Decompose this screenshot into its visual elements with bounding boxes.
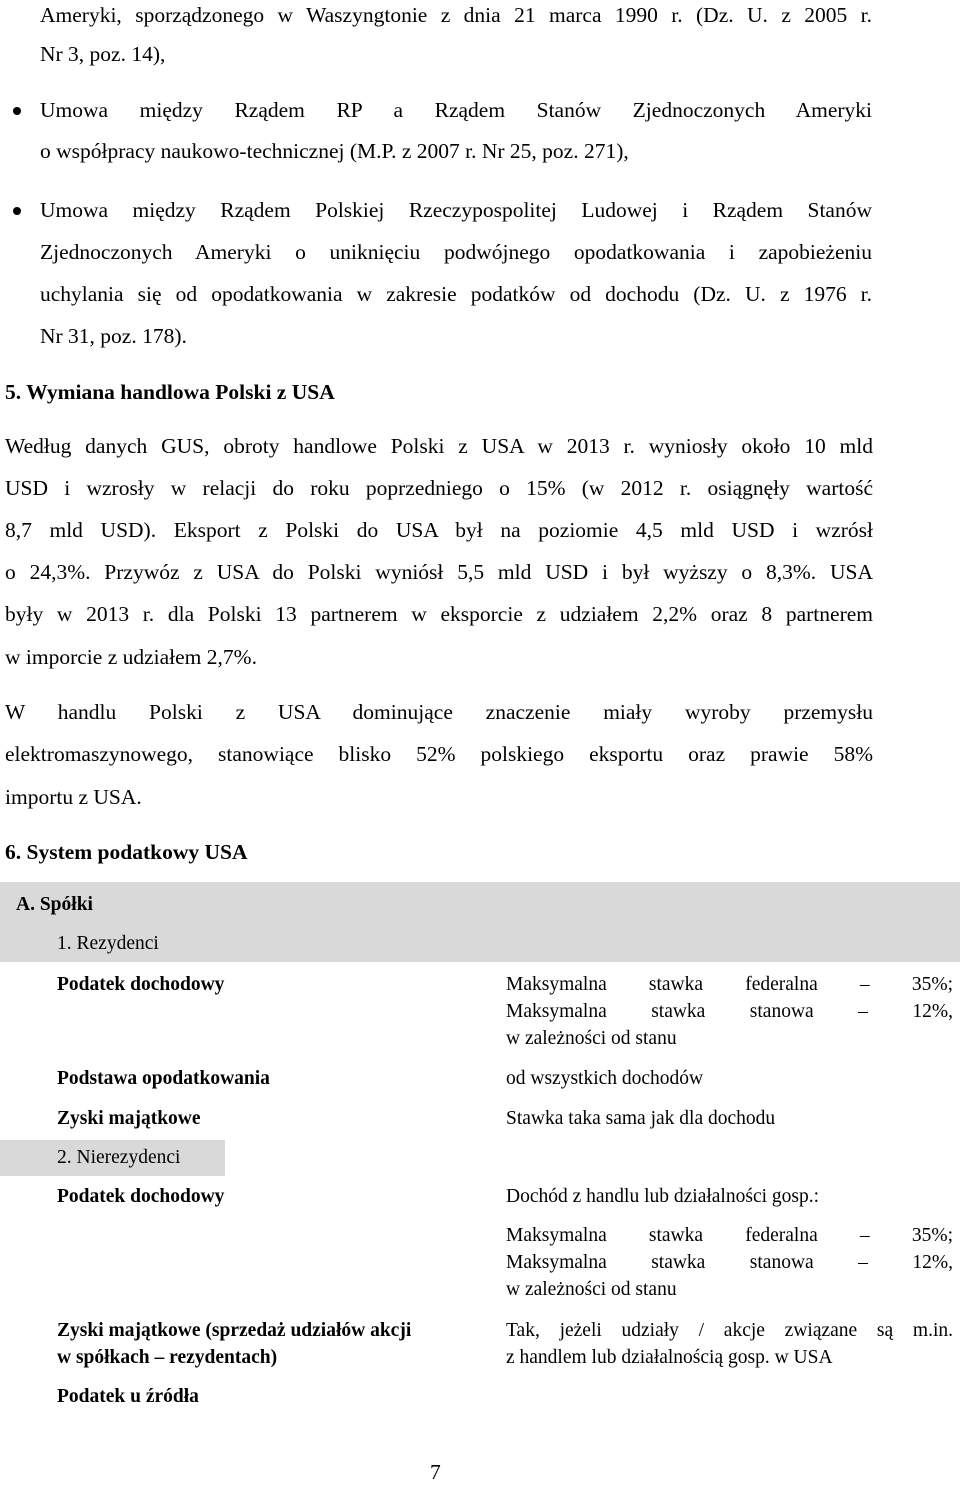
section-5-para-2-line: W handlu Polski z USA dominujące znaczenie miały wyroby przemysłu — [5, 700, 873, 724]
row-value-line: Maksymalna stawka stanowa – 12%, — [506, 1001, 953, 1022]
bullet-1-line-1: Umowa między Rządem RP a Rządem Stanów Zjednoczonych Ameryki — [40, 98, 872, 122]
band-2-label: 2. Nierezydenci — [57, 1147, 181, 1168]
row-value-line: w zależności od stanu — [506, 1028, 677, 1049]
row-value-line: w zależności od stanu — [506, 1279, 677, 1300]
row-value-line: z handlem lub działalnością gosp. w USA — [506, 1347, 833, 1368]
bullet-1-line-2: o współpracy naukowo-technicznej (M.P. z 2007 r. Nr 25, poz. 271), — [40, 139, 629, 163]
row-value-line: Maksymalna stawka stanowa – 12%, — [506, 1252, 953, 1273]
intro-line-1: Ameryki, sporządzonego w Waszyngtonie z dnia 21 marca 1990 r. (Dz. U. z 2005 r. — [40, 3, 872, 27]
row-value-line: Maksymalna stawka federalna – 35%; — [506, 1225, 953, 1246]
section-5-para-1-line: o 24,3%. Przywóz z USA do Polski wyniósł 5,5 mld USD i był wyższy o 8,3%. USA — [5, 560, 873, 584]
row-value-line: Maksymalna stawka federalna – 35%; — [506, 974, 953, 995]
section-5-heading: 5. Wymiana handlowa Polski z USA — [5, 380, 335, 404]
row-label: Podatek u źródła — [57, 1386, 199, 1407]
section-5-para-2-line: elektromaszynowego, stanowiące blisko 52% polskiego eksportu oraz prawie 58% — [5, 742, 873, 766]
row-label: Podatek dochodowy — [57, 974, 225, 995]
section-6-heading: 6. System podatkowy USA — [5, 840, 248, 864]
bullet-2-line-4: Nr 31, poz. 178). — [40, 324, 187, 348]
page-number: 7 — [430, 1460, 441, 1484]
row-value-line: Stawka taka sama jak dla dochodu — [506, 1108, 776, 1129]
bullet-2-line-2: Zjednoczonych Ameryki o uniknięciu podwójnego opodatkowania i zapobieżeniu — [40, 240, 872, 264]
row-label: Podatek dochodowy — [57, 1186, 225, 1207]
section-5-para-1-line: 8,7 mld USD). Eksport z Polski do USA był na poziomie 4,5 mld USD i wzrósł — [5, 518, 873, 542]
band-a-label: A. Spółki — [16, 894, 93, 915]
row-value-line: Tak, jeżeli udziały / akcje związane są m.in. — [506, 1320, 953, 1341]
bullet-2-line-1: Umowa między Rządem Polskiej Rzeczypospolitej Ludowej i Rządem Stanów — [40, 198, 872, 222]
bullet-icon — [13, 207, 21, 215]
row-label: Podstawa opodatkowania — [57, 1068, 270, 1089]
section-5-para-1-line: w imporcie z udziałem 2,7%. — [5, 645, 257, 669]
section-5-para-1-line: Według danych GUS, obroty handlowe Polski z USA w 2013 r. wyniosły około 10 mld — [5, 434, 873, 458]
row-value-line: Dochód z handlu lub działalności gosp.: — [506, 1186, 820, 1207]
section-5-para-1-line: były w 2013 r. dla Polski 13 partnerem w eksporcie z udziałem 2,2% oraz 8 partnerem — [5, 602, 873, 626]
row-label: Zyski majątkowe — [57, 1108, 201, 1129]
section-5-para-2-line: importu z USA. — [5, 785, 142, 809]
band-1-label: 1. Rezydenci — [57, 933, 159, 954]
intro-line-2: Nr 3, poz. 14), — [40, 42, 166, 66]
row-label: Zyski majątkowe (sprzedaż udziałów akcji — [57, 1320, 412, 1341]
bullet-icon — [13, 107, 21, 115]
row-label: w spółkach – rezydentach) — [57, 1347, 278, 1368]
row-value-line: od wszystkich dochodów — [506, 1068, 704, 1089]
table-band-a — [0, 882, 960, 926]
bullet-2-line-3: uchylania się od opodatkowania w zakresie podatków od dochodu (Dz. U. z 1976 r. — [40, 282, 872, 306]
section-5-para-1-line: USD i wzrosły w relacji do roku poprzedniego o 15% (w 2012 r. osiągnęły wartość — [5, 476, 873, 500]
